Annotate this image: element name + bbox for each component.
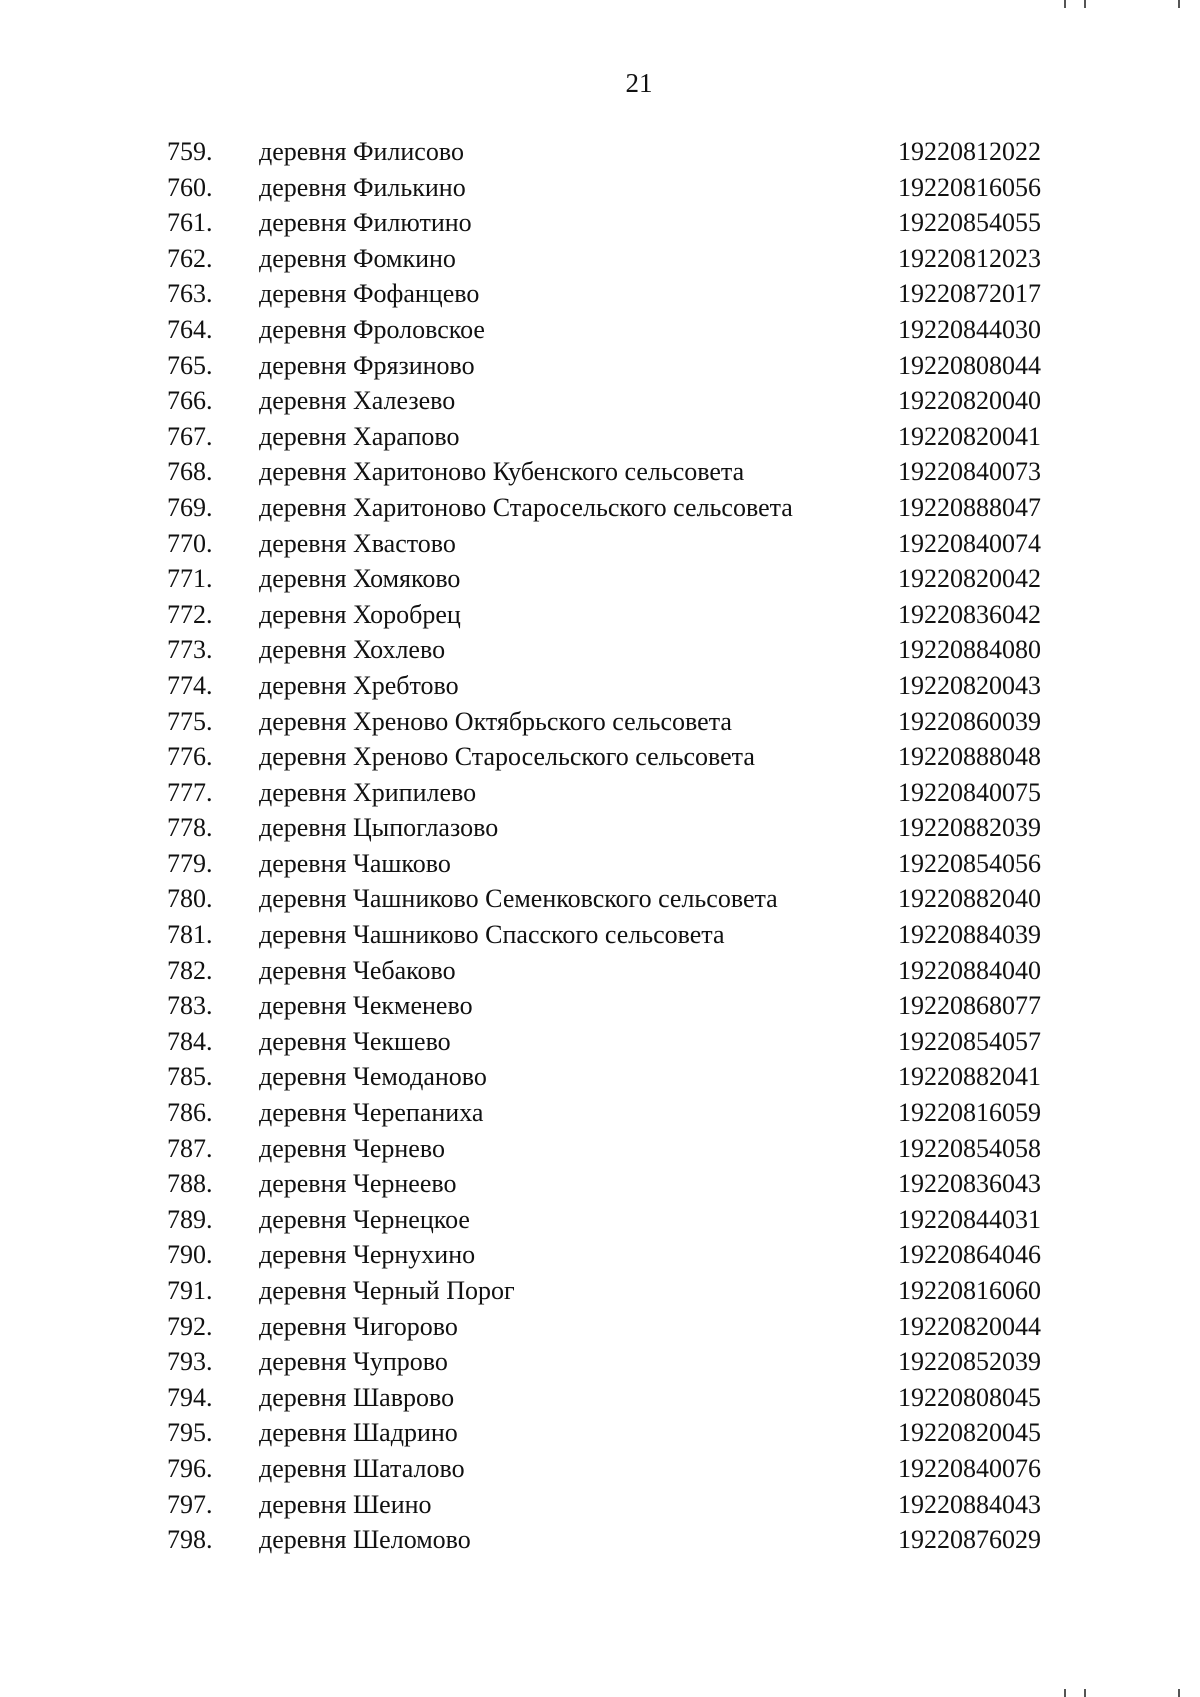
table-row	[0, 454, 1200, 490]
oktmo-code: 19220868077	[898, 991, 1041, 1021]
row-number: 786.	[167, 1098, 213, 1128]
settlement-name: деревня Цыпоглазово	[259, 813, 499, 843]
settlement-name: деревня Черепаниха	[259, 1098, 484, 1128]
oktmo-code: 19220882040	[898, 884, 1041, 914]
row-number: 783.	[167, 991, 213, 1021]
settlement-name: деревня Чашниково Семенковского сельсовета	[259, 884, 778, 914]
table-row	[0, 526, 1200, 562]
row-number: 768.	[167, 457, 213, 487]
table-row	[0, 1237, 1200, 1273]
scan-mark	[1064, 0, 1066, 8]
table-row	[0, 1487, 1200, 1523]
row-number: 796.	[167, 1453, 213, 1483]
settlement-name: деревня Хомяково	[259, 564, 461, 594]
oktmo-code: 19220840075	[898, 777, 1041, 807]
settlement-name: деревня Шаталово	[259, 1453, 465, 1483]
settlement-name: деревня Харапово	[259, 421, 460, 451]
settlement-name: деревня Халезево	[259, 386, 456, 416]
row-number: 773.	[167, 635, 213, 665]
oktmo-code: 19220816056	[898, 172, 1041, 202]
row-number: 781.	[167, 920, 213, 950]
oktmo-code: 19220820045	[898, 1418, 1041, 1448]
page-number: 21	[625, 68, 653, 98]
oktmo-code: 19220836043	[898, 1169, 1041, 1199]
row-number: 790.	[167, 1240, 213, 1270]
scan-mark	[1178, 0, 1180, 8]
settlement-name: деревня Фроловское	[259, 314, 485, 344]
settlement-name: деревня Хреново Октябрьского сельсовета	[259, 706, 732, 736]
table-row	[0, 597, 1200, 633]
settlement-name: деревня Чернецкое	[259, 1204, 470, 1234]
settlement-name: деревня Филькино	[259, 172, 466, 202]
settlement-name: деревня Харитоново Кубенского сельсовета	[259, 457, 745, 487]
scan-mark	[1084, 1689, 1086, 1697]
row-number: 763.	[167, 279, 213, 309]
row-number: 775.	[167, 706, 213, 736]
table-row	[0, 348, 1200, 384]
oktmo-code: 19220808044	[898, 350, 1041, 380]
row-number: 762.	[167, 243, 213, 273]
table-row	[0, 988, 1200, 1024]
row-number: 782.	[167, 955, 213, 985]
row-number: 793.	[167, 1347, 213, 1377]
table-row	[0, 1415, 1200, 1451]
table-row	[0, 1131, 1200, 1167]
table-row	[0, 1024, 1200, 1060]
oktmo-code: 19220820040	[898, 386, 1041, 416]
settlement-name: деревня Черный Порог	[259, 1276, 515, 1305]
row-number: 764.	[167, 314, 213, 344]
table-row	[0, 668, 1200, 704]
settlement-name: деревня Чашково	[259, 848, 451, 878]
settlement-name: деревня Чернеево	[259, 1169, 457, 1199]
oktmo-code: 19220820043	[898, 670, 1041, 700]
oktmo-code: 19220840076	[898, 1453, 1041, 1483]
table-row	[0, 953, 1200, 989]
row-number: 788.	[167, 1169, 213, 1199]
settlement-name: деревня Чекшево	[259, 1026, 451, 1056]
oktmo-code: 19220854057	[898, 1026, 1041, 1056]
oktmo-code: 19220820042	[898, 564, 1041, 594]
settlement-name: деревня Чернево	[259, 1133, 445, 1163]
table-row	[0, 846, 1200, 882]
oktmo-code: 19220840073	[898, 457, 1041, 487]
row-number: 761.	[167, 208, 213, 238]
settlement-name: деревня Чебаково	[259, 955, 456, 985]
table-row	[0, 632, 1200, 668]
oktmo-code: 19220852039	[898, 1347, 1041, 1377]
scan-mark	[1178, 1689, 1180, 1697]
row-number: 797.	[167, 1489, 213, 1519]
row-number: 760.	[167, 172, 213, 202]
table-row	[0, 1344, 1200, 1380]
settlement-name: деревня Чернухино	[259, 1240, 476, 1270]
oktmo-code: 19220854056	[898, 848, 1041, 878]
settlement-name: деревня Хреново Старосельского сельсовета	[259, 742, 755, 772]
settlement-name: деревня Хрипилево	[259, 777, 477, 807]
oktmo-code: 19220884043	[898, 1489, 1041, 1519]
table-row	[0, 1059, 1200, 1095]
row-number: 798.	[167, 1525, 213, 1555]
row-number: 771.	[167, 564, 213, 594]
table-row	[0, 917, 1200, 953]
table-row	[0, 1380, 1200, 1416]
row-number: 787.	[167, 1133, 213, 1163]
row-number: 770.	[167, 528, 213, 558]
scan-mark	[1064, 1689, 1066, 1697]
row-number: 784.	[167, 1026, 213, 1056]
table-row	[0, 810, 1200, 846]
row-number: 772.	[167, 599, 213, 629]
oktmo-code: 19220860039	[898, 706, 1041, 736]
row-number: 795.	[167, 1418, 213, 1448]
oktmo-code: 19220816060	[898, 1276, 1041, 1305]
oktmo-code: 19220844031	[898, 1204, 1041, 1234]
table-row	[0, 383, 1200, 419]
row-number: 767.	[167, 421, 213, 451]
row-number: 766.	[167, 386, 213, 416]
table-row	[0, 1522, 1200, 1558]
oktmo-code: 19220888047	[898, 492, 1041, 522]
oktmo-code: 19220820041	[898, 421, 1041, 451]
oktmo-code: 19220808045	[898, 1382, 1041, 1412]
row-number: 785.	[167, 1062, 213, 1092]
table-row	[0, 1273, 1200, 1309]
settlement-name: деревня Чемоданово	[259, 1062, 487, 1092]
oktmo-code: 19220864046	[898, 1240, 1041, 1270]
row-number: 774.	[167, 670, 213, 700]
oktmo-code: 19220882039	[898, 813, 1041, 843]
table-row	[0, 1202, 1200, 1238]
table-row	[0, 1166, 1200, 1202]
settlement-name: деревня Шеломово	[259, 1525, 471, 1555]
table-row	[0, 1451, 1200, 1487]
row-number: 780.	[167, 884, 213, 914]
row-number: 769.	[167, 492, 213, 522]
oktmo-code: 19220812023	[898, 243, 1041, 273]
table-row	[0, 276, 1200, 312]
row-number: 794.	[167, 1382, 213, 1412]
settlement-name: деревня Филютино	[259, 208, 472, 238]
row-number: 759.	[167, 137, 213, 166]
table-row	[0, 241, 1200, 277]
oktmo-code: 19220812022	[898, 137, 1041, 166]
row-number: 791.	[167, 1276, 213, 1305]
table-row	[0, 419, 1200, 455]
table-row	[0, 739, 1200, 775]
row-number: 777.	[167, 777, 213, 807]
settlement-name: деревня Чигорово	[259, 1311, 458, 1341]
oktmo-code: 19220854055	[898, 208, 1041, 238]
settlement-name: деревня Шадрино	[259, 1418, 458, 1448]
row-number: 792.	[167, 1311, 213, 1341]
oktmo-code: 19220820044	[898, 1311, 1041, 1341]
table-row	[0, 490, 1200, 526]
settlement-name: деревня Хвастово	[259, 528, 456, 558]
oktmo-code: 19220876029	[898, 1525, 1041, 1555]
settlement-name: деревня Чекменево	[259, 991, 473, 1021]
oktmo-code: 19220836042	[898, 599, 1041, 629]
settlement-name: деревня Шеино	[259, 1489, 432, 1519]
settlement-list	[0, 134, 1200, 1558]
oktmo-code: 19220884039	[898, 920, 1041, 950]
oktmo-code: 19220872017	[898, 279, 1041, 309]
table-row	[0, 881, 1200, 917]
settlement-name: деревня Хохлево	[259, 635, 446, 665]
row-number: 778.	[167, 813, 213, 843]
oktmo-code: 19220844030	[898, 314, 1041, 344]
settlement-name: деревня Харитоново Старосельского сельсовета	[259, 492, 793, 522]
row-number: 779.	[167, 848, 213, 878]
row-number: 776.	[167, 742, 213, 772]
oktmo-code: 19220854058	[898, 1133, 1041, 1163]
settlement-name: деревня Чашниково Спасского сельсовета	[259, 920, 725, 950]
table-row	[0, 775, 1200, 811]
settlement-name: деревня Чупрово	[259, 1347, 448, 1377]
table-row	[0, 205, 1200, 241]
table-row	[0, 704, 1200, 740]
oktmo-code: 19220882041	[898, 1062, 1041, 1092]
row-number: 765.	[167, 350, 213, 380]
settlement-name: деревня Хоробрец	[259, 599, 461, 629]
settlement-name: деревня Хребтово	[259, 670, 459, 700]
oktmo-code: 19220816059	[898, 1098, 1041, 1128]
table-row	[0, 1309, 1200, 1345]
settlement-name: деревня Шаврово	[259, 1382, 455, 1412]
oktmo-code: 19220884040	[898, 955, 1041, 985]
table-row	[0, 561, 1200, 597]
settlement-name: деревня Фрязиново	[259, 350, 475, 380]
table-row	[0, 1095, 1200, 1131]
settlement-name: деревня Фомкино	[259, 243, 456, 273]
table-row	[0, 312, 1200, 348]
table-row	[0, 170, 1200, 206]
oktmo-code: 19220840074	[898, 528, 1041, 558]
settlement-name: деревня Фофанцево	[259, 279, 480, 309]
oktmo-code: 19220888048	[898, 742, 1041, 772]
table-row	[0, 134, 1200, 170]
scan-mark	[1084, 0, 1086, 8]
row-number: 789.	[167, 1204, 213, 1234]
oktmo-code: 19220884080	[898, 635, 1041, 665]
settlement-name: деревня Филисово	[259, 137, 464, 166]
